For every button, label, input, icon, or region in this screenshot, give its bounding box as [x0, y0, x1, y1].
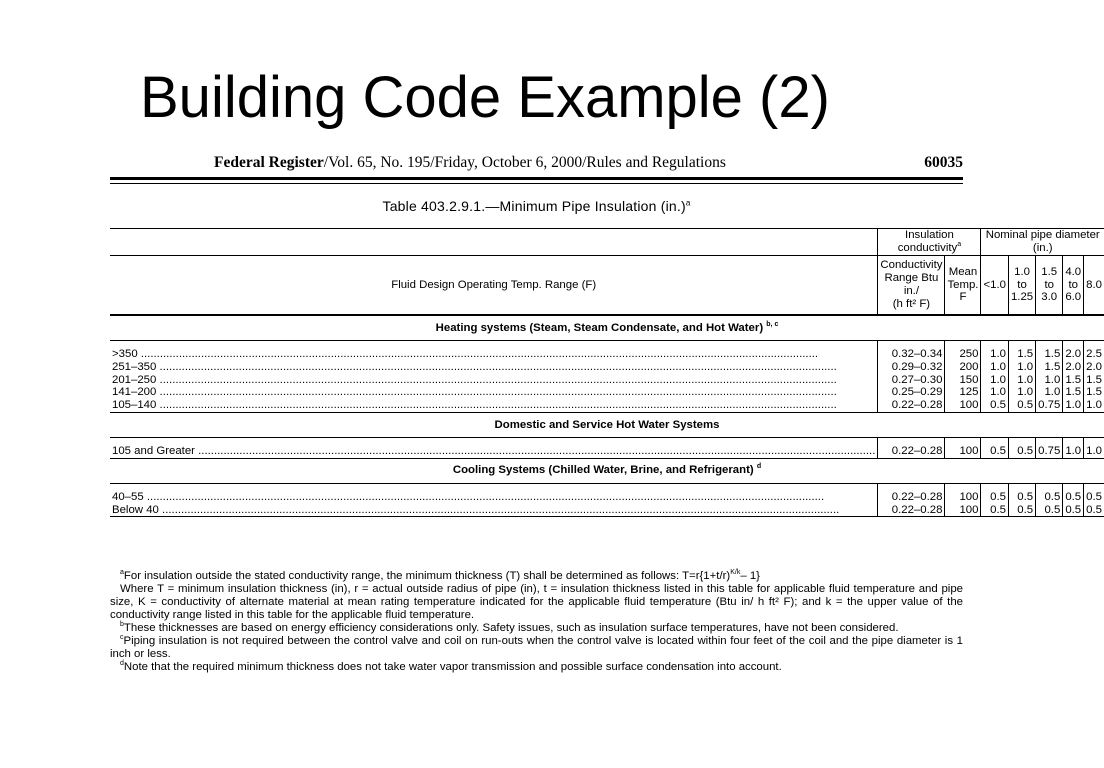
- diameter-cell-5: 2.0: [1084, 361, 1104, 374]
- diameter-cell-2: 1.5: [1008, 348, 1035, 361]
- spacer-cell: [981, 437, 1009, 445]
- spacer-cell: [1036, 437, 1063, 445]
- dot-leader: ......................................................................................................................................................................................................................: [159, 399, 837, 412]
- footnote-a-mark: a: [120, 569, 124, 577]
- dot-leader: ......................................................................................................................................................................................................................: [162, 503, 840, 516]
- diameter-cell-2: 0.5: [1008, 491, 1035, 504]
- spacer-cell: [1084, 341, 1104, 349]
- spacer-row: [110, 437, 1104, 445]
- header-mean-line1: Mean: [948, 265, 978, 278]
- spacer-cell: [945, 483, 981, 491]
- header-d3-line2: 3.0: [1041, 291, 1058, 304]
- footnote-d-text: Note that the required minimum thickness does not take water vapor transmission and possible surface condensation into account.: [123, 661, 782, 673]
- temp-range-label: 105–140: [112, 399, 157, 412]
- header-temp-range: Fluid Design Operating Temp. Range (F): [110, 256, 878, 316]
- spacer-cell: [981, 341, 1009, 349]
- dot-leader: ......................................................................................................................................................................................................................: [140, 348, 819, 360]
- section-heading-row: [110, 315, 1104, 341]
- diameter-cell-3: 1.0: [1036, 386, 1063, 399]
- conductivity-cell: 0.22–0.28: [878, 399, 945, 412]
- register-volume: Vol. 65, No. 195: [328, 154, 431, 171]
- spacer-cell: [1008, 483, 1035, 491]
- slide-title: Building Code Example (2): [140, 65, 830, 130]
- section-heading-text: Heating systems (Steam, Steam Condensate, and Hot Water): [435, 321, 764, 334]
- diameter-cell-1: 0.5: [981, 504, 1009, 517]
- diameter-cell-2: 1.0: [1008, 386, 1035, 399]
- temp-range-label: 141–200: [112, 386, 157, 399]
- footnote-b-text: These thicknesses are based on energy efficiency considerations only. Safety issues, such as insulation surface temperatures, have not been considered.: [123, 622, 899, 634]
- mean-temp-cell: 100: [945, 445, 981, 458]
- diameter-cell-5: 0.5: [1084, 491, 1104, 504]
- diameter-cell-3: 1.5: [1036, 361, 1063, 374]
- header-d4-line1: 4.0 to: [1065, 265, 1082, 291]
- dot-leader: ......................................................................................................................................................................................................................: [159, 360, 837, 373]
- diameter-cell-3: 0.75: [1036, 399, 1063, 412]
- diameter-cell-5: 1.5: [1084, 374, 1104, 387]
- footnote-c-text: Piping insulation is not required between the control valve and coil on run-outs when the control valve is located within four feet of the coil and the pipe diameter is 1 inch or less.: [110, 635, 963, 660]
- diameter-cell-3: 1.0: [1036, 374, 1063, 387]
- dot-leader: ......................................................................................................................................................................................................................: [198, 444, 876, 457]
- conductivity-cell: 0.27–0.30: [878, 374, 945, 387]
- header-diameter-3: [1036, 256, 1063, 316]
- conductivity-cell: 0.25–0.29: [878, 386, 945, 399]
- header-d3-line1: 1.5 to: [1041, 265, 1058, 291]
- dot-leader: ......................................................................................................................................................................................................................: [146, 490, 825, 503]
- diameter-cell-1: 1.0: [981, 348, 1009, 361]
- diameter-cell-2: 0.5: [1008, 445, 1035, 458]
- header-mean-line2: Temp. F: [947, 278, 979, 304]
- temp-range-label: 201–250: [112, 373, 157, 386]
- temp-range-cell: [110, 504, 878, 517]
- header-rule-thick: [110, 177, 963, 180]
- pipe-insulation-table: [110, 228, 1104, 517]
- table-row: [110, 504, 1104, 517]
- temp-range-cell: [110, 386, 878, 399]
- section-heading: [110, 458, 1104, 483]
- diameter-cell-1: 1.0: [981, 386, 1009, 399]
- table-row: [110, 491, 1104, 504]
- section-heading: [110, 315, 1104, 341]
- diameter-cell-5: 2.5: [1084, 348, 1104, 361]
- temp-range-cell: [110, 348, 878, 361]
- header-cond-line3: (h ft² F): [892, 297, 931, 310]
- mean-temp-cell: 125: [945, 386, 981, 399]
- temp-range-label: 251–350: [112, 360, 157, 373]
- spacer-cell: [1063, 341, 1084, 349]
- header-d2-line2: 1.25: [1010, 291, 1034, 304]
- conductivity-cell: 0.22–0.28: [878, 491, 945, 504]
- temp-range-label: 105 and Greater: [112, 444, 195, 457]
- header-diameter-2: [1008, 256, 1035, 316]
- register-date: Friday, October 6, 2000: [434, 154, 583, 171]
- footnote-a: [110, 570, 963, 583]
- diameter-cell-4: 2.0: [1063, 348, 1084, 361]
- section-heading-row: [110, 458, 1104, 483]
- footnote-a-where: Where T = minimum insulation thickness (in), r = actual outside radius of pipe (in), t = insulation thickness listed in this table for applicable fluid temperature and pipe size, K = conductivity of alternate material at mean rating temperature indicated for the applicable fluid temperature (Btu in/ h ft² F); and k = the upper value of the conductivity range listed in this table for the applicable fluid temperature.: [110, 583, 963, 621]
- section-heading-text: Cooling Systems (Chilled Water, Brine, and Refrigerant): [452, 464, 754, 477]
- dot-leader: ......................................................................................................................................................................................................................: [159, 386, 837, 399]
- diameter-cell-4: 1.5: [1063, 374, 1084, 387]
- diameter-cell-5: 1.0: [1084, 445, 1104, 458]
- group-header-conductivity: [878, 229, 981, 256]
- diameter-cell-5: 0.5: [1084, 504, 1104, 517]
- federal-register-header: [110, 150, 963, 176]
- mean-temp-cell: 250: [945, 348, 981, 361]
- diameter-cell-4: 0.5: [1063, 491, 1084, 504]
- header-d4-line2: 6.0: [1065, 291, 1082, 304]
- spacer-cell: [1008, 437, 1035, 445]
- table-footnotes: [110, 570, 963, 674]
- group-header-row: [110, 229, 1104, 256]
- spacer-cell: [878, 483, 945, 491]
- diameter-cell-3: 0.75: [1036, 445, 1063, 458]
- footnote-a-exponent: K/k: [730, 569, 741, 577]
- diameter-cell-2: 1.0: [1008, 361, 1035, 374]
- section-heading-row: [110, 412, 1104, 437]
- section-heading-note: b, c: [766, 320, 779, 328]
- diameter-cell-3: 1.5: [1036, 348, 1063, 361]
- diameter-cell-1: 0.5: [981, 399, 1009, 412]
- register-section: Rules and Regulations: [586, 154, 726, 171]
- footnote-d-mark: d: [120, 660, 124, 668]
- mean-temp-cell: 150: [945, 374, 981, 387]
- mean-temp-cell: 200: [945, 361, 981, 374]
- table-row: [110, 374, 1104, 387]
- spacer-cell: [981, 483, 1009, 491]
- temp-range-cell: [110, 399, 878, 412]
- conductivity-cell: 0.22–0.28: [878, 445, 945, 458]
- spacer-cell: [1036, 341, 1063, 349]
- diameter-cell-5: 1.5: [1084, 386, 1104, 399]
- table-title: [110, 198, 963, 214]
- register-citation-line: Federal Register/Vol. 65, No. 195/Friday, October 6, 2000/Rules and Regulations: [214, 154, 726, 171]
- diameter-cell-4: 1.0: [1063, 399, 1084, 412]
- footnote-b: [110, 622, 963, 635]
- section-heading-note: d: [756, 463, 762, 471]
- spacer-cell: [878, 437, 945, 445]
- header-cond-line1: Conductivity: [880, 259, 943, 272]
- conductivity-cell: 0.22–0.28: [878, 504, 945, 517]
- spacer-cell: [1084, 483, 1104, 491]
- table-title-text: Table 403.2.9.1.—Minimum Pipe Insulation (in.): [382, 198, 686, 214]
- diameter-cell-1: 1.0: [981, 361, 1009, 374]
- temp-range-label: >350: [112, 348, 138, 360]
- spacer-cell: [110, 341, 878, 349]
- temp-range-label: 40–55: [112, 490, 144, 503]
- section-heading-text: Domestic and Service Hot Water Systems: [494, 418, 720, 431]
- spacer-cell: [1036, 483, 1063, 491]
- footnote-c: [110, 635, 963, 661]
- diameter-cell-3: 0.5: [1036, 504, 1063, 517]
- header-d2-line1: 1.0 to: [1014, 265, 1030, 291]
- header-cond-line2: Range Btu in./: [884, 272, 939, 297]
- group-header-conductivity-text: Insulation conductivity: [897, 229, 958, 254]
- header-conductivity-range: [878, 256, 945, 316]
- group-header-blank: [110, 229, 878, 256]
- temp-range-cell: [110, 361, 878, 374]
- table-title-note: a: [685, 198, 691, 208]
- conductivity-cell: 0.29–0.32: [878, 361, 945, 374]
- dot-leader: ......................................................................................................................................................................................................................: [159, 373, 837, 386]
- spacer-cell: [945, 437, 981, 445]
- diameter-cell-1: 1.0: [981, 374, 1009, 387]
- conductivity-cell: 0.32–0.34: [878, 348, 945, 361]
- spacer-row: [110, 483, 1104, 491]
- temp-range-cell: [110, 491, 878, 504]
- spacer-cell: [110, 437, 878, 445]
- register-name: Federal Register: [214, 154, 324, 171]
- diameter-cell-2: 1.0: [1008, 374, 1035, 387]
- spacer-cell: [1063, 483, 1084, 491]
- footnote-a-tail: – 1}: [740, 570, 760, 582]
- group-header-conductivity-note: a: [957, 241, 962, 249]
- header-diameter-4: [1063, 256, 1084, 316]
- column-header-row: [110, 256, 1104, 316]
- table-row: [110, 386, 1104, 399]
- diameter-cell-2: 0.5: [1008, 504, 1035, 517]
- mean-temp-cell: 100: [945, 491, 981, 504]
- diameter-cell-4: 0.5: [1063, 504, 1084, 517]
- spacer-cell: [1063, 437, 1084, 445]
- diameter-cell-2: 0.5: [1008, 399, 1035, 412]
- diameter-cell-4: 1.5: [1063, 386, 1084, 399]
- footnote-c-mark: c: [120, 634, 124, 642]
- temp-range-cell: [110, 445, 878, 458]
- footnote-a-text: For insulation outside the stated conductivity range, the minimum thickness (T) shall be determined as follows: T=r{1+t/r): [123, 570, 731, 582]
- temp-range-label: Below 40: [112, 503, 159, 516]
- footnote-b-mark: b: [120, 621, 124, 629]
- header-rule-thin: [110, 183, 963, 184]
- diameter-cell-4: 2.0: [1063, 361, 1084, 374]
- spacer-row: [110, 341, 1104, 349]
- temp-range-cell: [110, 374, 878, 387]
- group-header-diameter: Nominal pipe diameter (in.): [981, 229, 1104, 256]
- table-row: [110, 361, 1104, 374]
- diameter-cell-5: 1.0: [1084, 399, 1104, 412]
- footnote-d: [110, 661, 963, 674]
- table-row: [110, 399, 1104, 412]
- spacer-cell: [878, 341, 945, 349]
- header-diameter-5: 8.0: [1084, 256, 1104, 316]
- spacer-cell: [1084, 437, 1104, 445]
- spacer-cell: [1008, 341, 1035, 349]
- diameter-cell-1: 0.5: [981, 445, 1009, 458]
- header-mean-temp: [945, 256, 981, 316]
- diameter-cell-4: 1.0: [1063, 445, 1084, 458]
- mean-temp-cell: 100: [945, 504, 981, 517]
- diameter-cell-3: 0.5: [1036, 491, 1063, 504]
- diameter-cell-1: 0.5: [981, 491, 1009, 504]
- spacer-cell: [945, 341, 981, 349]
- register-page-number: 60035: [924, 154, 963, 171]
- section-heading: [110, 412, 1104, 437]
- table-row: [110, 445, 1104, 458]
- table-row: [110, 348, 1104, 361]
- spacer-cell: [110, 483, 878, 491]
- mean-temp-cell: 100: [945, 399, 981, 412]
- header-diameter-1: <1.0: [981, 256, 1009, 316]
